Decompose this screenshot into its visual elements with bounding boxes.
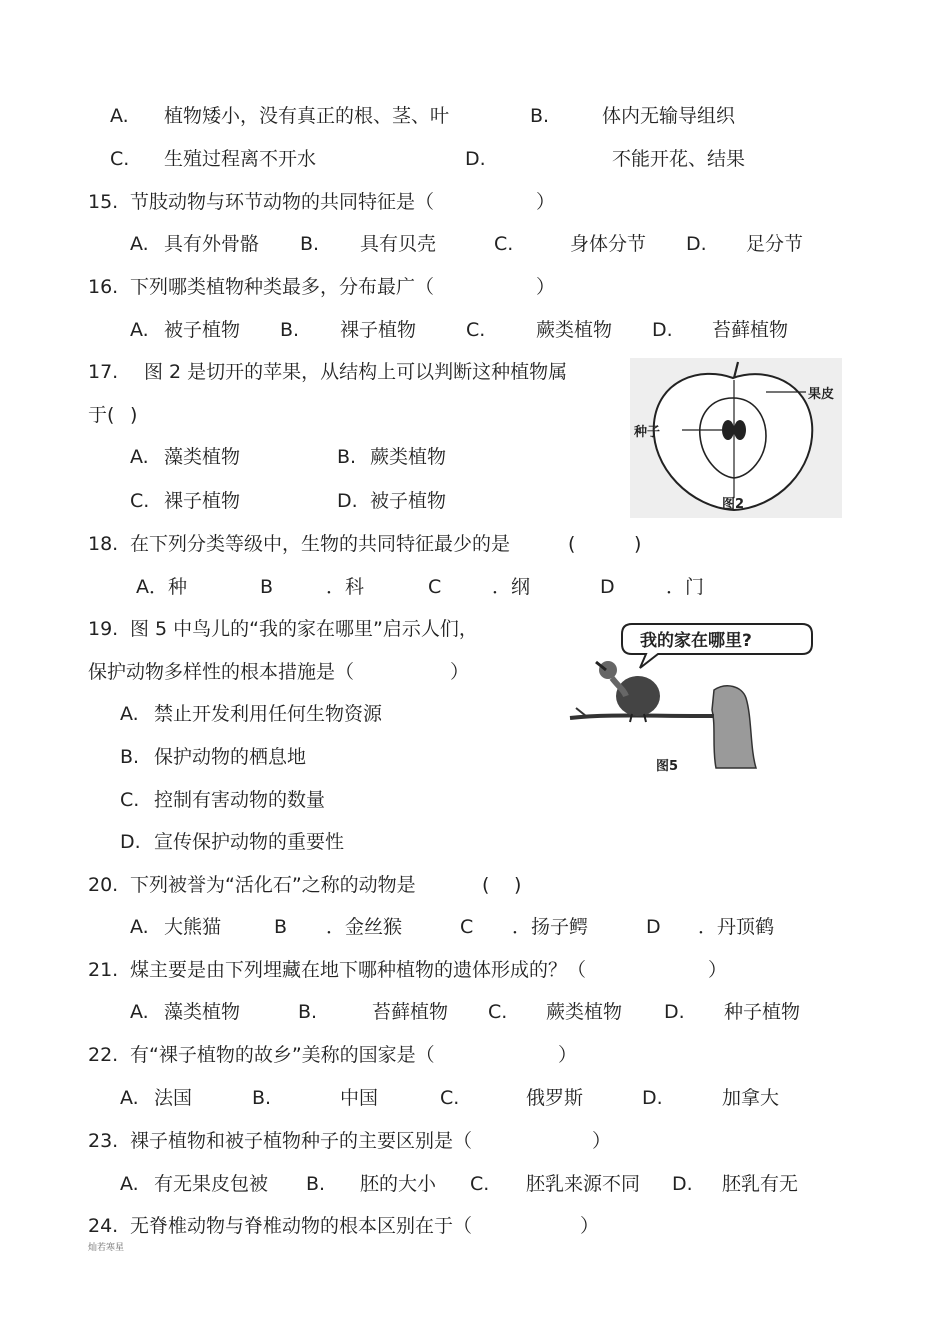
text-line [0,318,950,342]
line-segment: 有“裸子植物的故乡”美称的国家是（ [130,1044,435,1066]
line-segment: 具有外骨骼 [164,233,260,255]
line-segment: B. [306,1173,326,1195]
line-segment: ．纲 [492,576,531,598]
line-segment: 藻类植物 [164,1001,241,1023]
line-label: B. [120,746,140,768]
line-label: 22. [88,1044,119,1066]
text-line [0,1000,950,1024]
line-segment: 下列被誉为“活化石”之称的动物是 [130,874,416,896]
line-label: 于( [88,404,115,426]
line-label: A. [130,446,149,468]
text-line [0,1086,950,1110]
figure-2-apple [630,358,842,518]
line-segment: B. [300,233,320,255]
line-label: A. [130,1001,149,1023]
line-segment: 不能开花、结果 [612,148,746,170]
text-line [0,104,950,128]
text-line [0,873,950,897]
line-label: 20. [88,874,119,896]
line-segment: 被子植物 [370,490,447,512]
line-segment: 体内无输导组织 [602,105,736,127]
line-segment: 藻类植物 [164,446,241,468]
line-segment: ） [580,1215,600,1237]
line-segment: 图 2 是切开的苹果，从结构上可以判断这种植物属 [144,361,568,383]
line-segment: 控制有害动物的数量 [154,789,326,811]
line-label: C. [110,148,130,170]
line-label: A. [130,233,149,255]
label-seed: 种子 [634,425,661,440]
line-segment: ．门 [666,576,705,598]
line-segment: C. [466,319,486,341]
line-label: 16. [88,276,119,298]
line-segment: 苔藓植物 [372,1001,449,1023]
line-label: A. [120,703,139,725]
line-segment: 宣传保护动物的重要性 [154,831,345,853]
line-segment: 裸子植物 [340,319,417,341]
line-segment: ( [482,874,490,896]
speech-bubble-text: 我的家在哪里? [640,631,752,651]
line-segment: 身体分节 [570,233,647,255]
line-segment: D. [686,233,707,255]
line-label: C. [120,789,140,811]
line-segment: D. [652,319,673,341]
text-line [0,147,950,171]
line-segment: 裸子植物和被子植物种子的主要区别是（ [130,1130,473,1152]
figure-5-bird [566,618,816,778]
line-segment: C. [470,1173,490,1195]
line-segment: C. [440,1087,460,1109]
line-segment: D. [672,1173,693,1195]
line-label: 23. [88,1130,119,1152]
line-segment: 裸子植物 [164,490,241,512]
line-segment: D. [337,490,358,512]
line-segment: ) [130,404,138,426]
text-line [0,1172,950,1196]
text-line [0,1043,950,1067]
line-segment: 胚乳有无 [722,1173,799,1195]
line-segment: B. [252,1087,272,1109]
line-label: 18. [88,533,119,555]
line-segment: C [428,576,442,598]
line-segment: 下列哪类植物种类最多，分布最广（ [130,276,435,298]
line-segment: ） [708,959,728,981]
line-segment: C. [488,1001,508,1023]
text-line [0,532,950,556]
line-segment: D [600,576,615,598]
figure-5-caption: 图5 [656,759,679,774]
line-label: 24. [88,1215,119,1237]
figure-2-caption: 图2 [722,497,745,512]
line-segment: B. [337,446,357,468]
line-segment: 有无果皮包被 [154,1173,269,1195]
line-segment: ) [634,533,642,555]
line-segment: 蕨类植物 [370,446,447,468]
line-segment: D [646,916,661,938]
line-segment: 保护动物的栖息地 [154,746,307,768]
line-segment: B [274,916,288,938]
line-label: A．种 [136,576,187,598]
line-segment: ） [450,661,470,683]
apple-cross-section-diagram [630,358,842,518]
line-segment: B. [298,1001,318,1023]
line-label: A. [130,319,149,341]
line-segment: 节肢动物与环节动物的共同特征是（ [130,191,435,213]
line-segment: D. [642,1087,663,1109]
line-label: 保护动物多样性的根本措施是（ [88,661,355,683]
line-segment: 图 5 中鸟儿的“我的家在哪里”启示人们， [130,618,478,640]
text-line [0,232,950,256]
text-line [0,830,950,854]
line-segment: 俄罗斯 [526,1087,584,1109]
line-segment: ．科 [326,576,365,598]
line-segment: ） [558,1044,578,1066]
label-peel: 果皮 [808,387,835,402]
line-label: C. [130,490,150,512]
line-label: 15. [88,191,119,213]
text-line [0,1214,950,1238]
bird-homeless-cartoon [566,618,816,778]
line-segment: 足分节 [746,233,804,255]
line-label: 17. [88,361,119,383]
text-line [0,275,950,299]
line-segment: 禁止开发利用任何生物资源 [154,703,383,725]
line-segment: 法国 [154,1087,193,1109]
line-segment: 苔藓植物 [712,319,789,341]
text-line [0,190,950,214]
line-segment: 在下列分类等级中，生物的共同特征最少的是 [130,533,511,555]
line-segment: 大熊猫 [164,916,222,938]
line-label: 19. [88,618,119,640]
line-segment: ） [592,1130,612,1152]
line-label: A. [120,1173,139,1195]
line-segment: B. [280,319,300,341]
line-label: A. [110,105,129,127]
text-line [0,915,950,939]
line-segment: ．扬子鳄 [512,916,589,938]
line-segment: C. [494,233,514,255]
line-label: A. [120,1087,139,1109]
line-segment: ） [536,191,556,213]
line-segment: ．金丝猴 [326,916,403,938]
line-segment: D. [465,148,486,170]
text-line [0,958,950,982]
line-segment: 中国 [340,1087,379,1109]
line-segment: 具有贝壳 [360,233,437,255]
line-segment: B [260,576,274,598]
line-segment: ．丹顶鹤 [698,916,775,938]
text-line [0,1129,950,1153]
line-label: 21. [88,959,119,981]
text-line [0,575,950,599]
page-footer: 灿若寒星 [88,1243,125,1253]
line-segment: 胚乳来源不同 [526,1173,641,1195]
line-segment: ) [514,874,522,896]
line-segment: 无脊椎动物与脊椎动物的根本区别在于（ [130,1215,473,1237]
line-segment: ） [536,276,556,298]
line-segment: 种子植物 [724,1001,801,1023]
line-segment: D. [664,1001,685,1023]
line-segment: 蕨类植物 [546,1001,623,1023]
line-segment: 加拿大 [722,1087,780,1109]
line-label: A. [130,916,149,938]
line-segment: ( [568,533,576,555]
line-segment: 胚的大小 [360,1173,437,1195]
line-segment: 煤主要是由下列埋藏在地下哪种植物的遗体形成的？（ [130,959,587,981]
line-segment: C [460,916,474,938]
line-segment: 蕨类植物 [536,319,613,341]
line-segment: B. [530,105,550,127]
line-segment: 生殖过程离不开水 [164,148,317,170]
text-line [0,788,950,812]
line-segment: 被子植物 [164,319,241,341]
line-label: D. [120,831,141,853]
line-segment: 植物矮小，没有真正的根、茎、叶 [164,105,450,127]
